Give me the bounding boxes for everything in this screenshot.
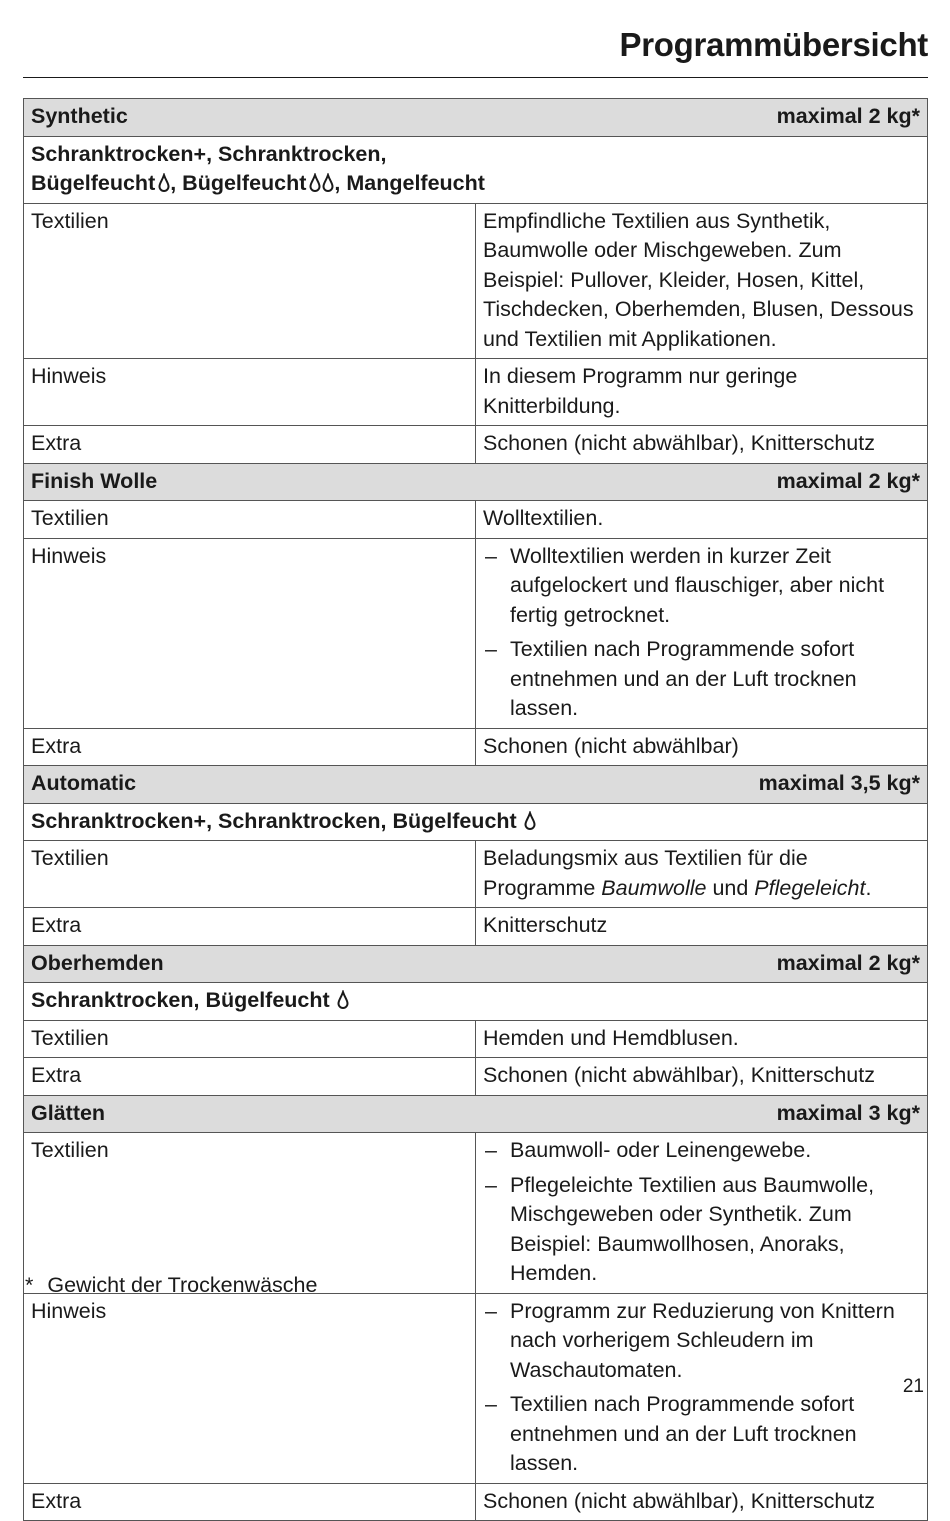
row-label: Textilien [24, 203, 476, 359]
text-segment: Beladungsmix aus Textilien für die Programme [483, 846, 808, 900]
modes-line-1: Schranktrocken+, Schranktrocken, [31, 141, 387, 166]
row-value: Schonen (nicht abwählbar), Knitterschutz [476, 1058, 928, 1096]
program-header-glaetten [24, 1095, 928, 1133]
footnote-marker: * [25, 1273, 34, 1297]
drop-icon [309, 173, 321, 193]
row-value: In diesem Programm nur geringe Knitterbildung. [476, 359, 928, 426]
mode-text: Bügelfeucht [31, 171, 156, 195]
table-row [24, 728, 928, 766]
program-name: Synthetic [31, 104, 128, 128]
text-segment: und [706, 875, 755, 900]
row-label: Extra [24, 1483, 476, 1521]
table-row [24, 1133, 928, 1294]
program-reference: Baumwolle [601, 875, 707, 900]
row-value: Schonen (nicht abwählbar), Knitterschutz [476, 1483, 928, 1521]
table-row [24, 1483, 928, 1521]
program-header-automatic [24, 766, 928, 804]
page-header [23, 0, 928, 78]
row-label: Textilien [24, 1133, 476, 1294]
table-row [24, 1058, 928, 1096]
row-value: Empfindliche Textilien aus Synthetik, Baumwolle oder Mischgeweben. Zum Beispiel: Pullover, Kleider, Hosen, Kittel, Tischdecken, Oberhemden, Blusen, Dessous und Textilien mit Applikationen. [476, 203, 928, 359]
dash-list [483, 1136, 920, 1289]
text-segment: . [865, 875, 872, 900]
table-row [24, 426, 928, 464]
row-value [476, 538, 928, 728]
program-name: Automatic [31, 771, 137, 795]
table-row [24, 908, 928, 946]
table-row [24, 359, 928, 426]
table-row [24, 538, 928, 728]
row-label: Extra [24, 908, 476, 946]
row-label: Hinweis [24, 359, 476, 426]
list-item: – Textilien nach Programmende sofort entnehmen und an der Luft trocknen lassen. [483, 635, 920, 724]
mode-text: Schranktrocken+, Schranktrocken, Bügelfeucht [31, 808, 517, 833]
program-max-load: maximal 2 kg* [776, 468, 920, 493]
list-item: – Wolltextilien werden in kurzer Zeit aufgelockert und flauschiger, aber nicht fertig getrocknet. [483, 542, 920, 631]
dash-list [483, 1297, 920, 1479]
row-label: Textilien [24, 841, 476, 908]
footnote-text: Gewicht der Trockenwäsche [47, 1273, 318, 1297]
table-row [24, 203, 928, 359]
program-name: Oberhemden [31, 950, 164, 975]
program-modes-synthetic [24, 136, 928, 203]
row-value [476, 841, 928, 908]
row-value [476, 1293, 928, 1483]
row-value: Schonen (nicht abwählbar) [476, 728, 928, 766]
program-max-load: maximal 3 kg* [776, 1100, 920, 1125]
row-label: Hinweis [24, 538, 476, 728]
list-item: – Baumwoll- oder Leinengewebe. [483, 1136, 920, 1166]
page-number: 21 [902, 1376, 924, 1397]
row-value [476, 1133, 928, 1294]
program-modes-oberhemden [24, 983, 928, 1021]
table-row [24, 1293, 928, 1483]
table-row [24, 1020, 928, 1058]
row-label: Textilien [24, 1020, 476, 1058]
drop-icon [322, 173, 334, 193]
row-label: Extra [24, 1058, 476, 1096]
mode-text: , Bügelfeucht [170, 171, 307, 195]
row-label: Textilien [24, 501, 476, 539]
mode-text: , Mangelfeucht [334, 171, 485, 195]
program-header-synthetic [24, 99, 928, 137]
program-reference: Pflegeleicht [754, 875, 866, 900]
program-max-load: maximal 2 kg* [776, 950, 920, 975]
drop-icon [158, 173, 170, 193]
program-max-load: maximal 2 kg* [776, 104, 920, 128]
page-title: Programmübersicht [619, 26, 928, 63]
program-header-finish-wolle [24, 463, 928, 501]
program-header-oberhemden [24, 945, 928, 983]
table-row [24, 841, 928, 908]
mode-text: Schranktrocken, Bügelfeucht [31, 988, 330, 1012]
list-item: – Pflegeleichte Textilien aus Baumwolle, Mischgeweben oder Synthetik. Zum Beispiel: Baumwollhosen, Anoraks, Hemden. [483, 1171, 920, 1289]
drop-icon [337, 990, 349, 1010]
row-value: Hemden und Hemdblusen. [476, 1020, 928, 1058]
row-label: Extra [24, 728, 476, 766]
program-modes-automatic [24, 803, 928, 841]
list-item: – Textilien nach Programmende sofort entnehmen und an der Luft trocknen lassen. [483, 1390, 920, 1479]
row-value: Schonen (nicht abwählbar), Knitterschutz [476, 426, 928, 464]
row-label: Hinweis [24, 1293, 476, 1483]
row-value: Wolltextilien. [476, 501, 928, 539]
drop-icon [524, 811, 536, 831]
footnote [25, 1273, 317, 1298]
program-name: Finish Wolle [31, 468, 158, 493]
table-row [24, 501, 928, 539]
row-value: Knitterschutz [476, 908, 928, 946]
dash-list [483, 542, 920, 724]
program-name: Glätten [31, 1100, 106, 1125]
program-max-load: maximal 3,5 kg* [758, 771, 920, 795]
program-overview-table [23, 98, 928, 1521]
list-item: – Programm zur Reduzierung von Knittern nach vorherigem Schleudern im Waschautomaten. [483, 1297, 920, 1386]
row-label: Extra [24, 426, 476, 464]
